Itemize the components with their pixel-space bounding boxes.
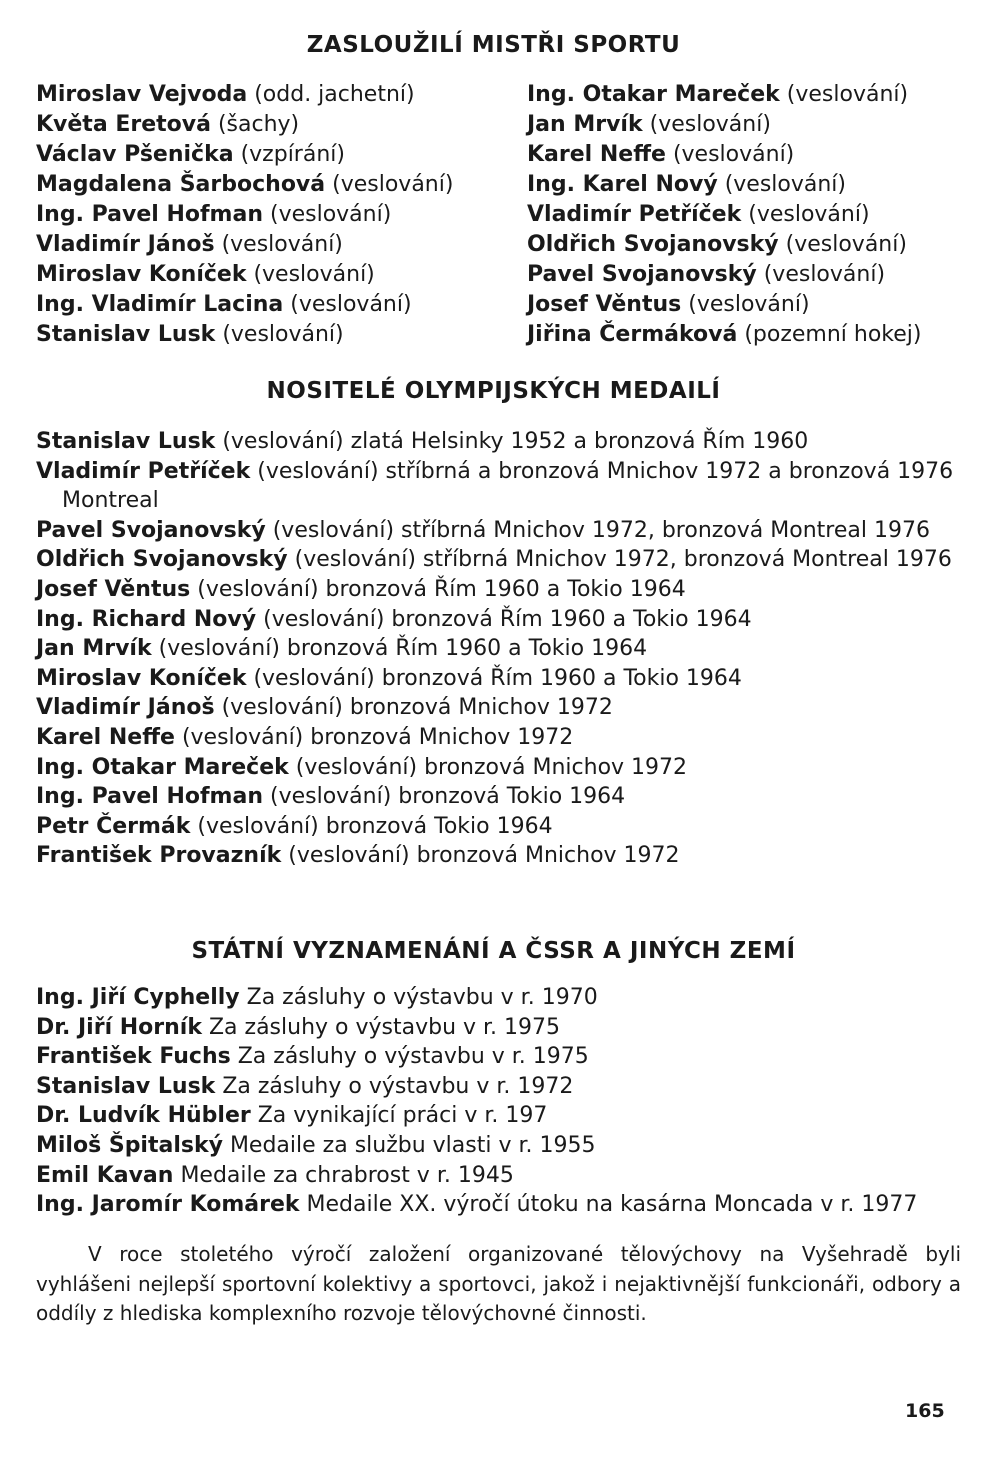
sport: (pozemní hokej) bbox=[744, 322, 922, 347]
heading-medalists: NOSITELÉ OLYMPIJSKÝCH MEDAILÍ bbox=[266, 378, 721, 404]
person-name: Josef Věntus bbox=[36, 576, 191, 602]
award-text: Medaile za službu vlasti v r. 1955 bbox=[229, 1132, 596, 1158]
award-text: Za zásluhy o výstavbu v r. 1972 bbox=[222, 1073, 574, 1099]
person-name: Dr. Jiří Horník bbox=[36, 1014, 202, 1040]
sport: (veslování) bbox=[253, 262, 375, 287]
list-item bbox=[36, 516, 966, 546]
list-item bbox=[527, 260, 967, 290]
person-name: Stanislav Lusk bbox=[36, 1073, 216, 1099]
person-name: Vladimír Jánoš bbox=[36, 695, 215, 721]
person-name: Ing. Jiří Cyphelly bbox=[36, 985, 240, 1010]
masters-left-column bbox=[36, 80, 486, 350]
person-name: Vladimír Petříček bbox=[36, 458, 251, 484]
list-item bbox=[36, 110, 486, 140]
person-name: Oldřich Svojanovský bbox=[527, 232, 779, 257]
sport: (veslování) bbox=[222, 322, 344, 347]
list-item bbox=[527, 200, 967, 230]
person-name: Vladimír Petříček bbox=[527, 202, 742, 227]
list-item bbox=[36, 427, 966, 457]
medal-text: (veslování) stříbrná Mnichov 1972, bronzová Montreal 1976 bbox=[272, 517, 930, 543]
sport: (odd. jachetní) bbox=[254, 82, 415, 107]
sport: (veslování) bbox=[221, 232, 343, 257]
list-item bbox=[36, 170, 486, 200]
list-item bbox=[36, 1190, 966, 1220]
medal-text: (veslování) bronzová Řím 1960 a Tokio 1964 bbox=[197, 576, 686, 602]
list-item bbox=[36, 457, 966, 516]
list-item bbox=[36, 1042, 966, 1072]
person-name: Ing. Otakar Mareček bbox=[527, 82, 780, 107]
person-name: Miroslav Koníček bbox=[36, 262, 247, 287]
person-name: Jan Mrvík bbox=[527, 112, 643, 137]
heading-awards: STÁTNÍ VYZNAMENÁNÍ A ČSSR A JINÝCH ZEMÍ bbox=[191, 938, 796, 964]
list-item bbox=[36, 693, 966, 723]
sport: (veslování) bbox=[688, 292, 810, 317]
medal-text: (veslování) bronzová Tokio 1964 bbox=[269, 784, 626, 810]
sport: (veslování) bbox=[724, 172, 846, 197]
person-name: Jan Mrvík bbox=[36, 636, 152, 662]
medal-text: (veslování) bronzová Mnichov 1972 bbox=[181, 724, 574, 750]
person-name: Ing. Vladimír Lacina bbox=[36, 292, 284, 317]
award-text: Za vynikající práci v r. 197 bbox=[257, 1103, 548, 1129]
person-name: Emil Kavan bbox=[36, 1162, 174, 1188]
sport: (veslování) bbox=[786, 82, 909, 107]
person-name: Květa Eretová bbox=[36, 112, 211, 137]
person-name: Pavel Svojanovský bbox=[36, 517, 266, 543]
award-text: Za zásluhy o výstavbu v r. 1975 bbox=[237, 1044, 589, 1070]
list-item bbox=[36, 782, 966, 812]
list-item bbox=[527, 80, 967, 110]
person-name: Ing. Pavel Hofman bbox=[36, 784, 263, 810]
list-item bbox=[527, 110, 967, 140]
sport: (veslování) bbox=[290, 292, 412, 317]
list-item bbox=[36, 290, 486, 320]
person-name: Miroslav Vejvoda bbox=[36, 82, 248, 107]
person-name: František Provazník bbox=[36, 843, 282, 869]
list-item bbox=[527, 230, 967, 260]
person-name: Ing. Pavel Hofman bbox=[36, 202, 263, 227]
award-text: Medaile XX. výročí útoku na kasárna Moncada v r. 1977 bbox=[306, 1192, 918, 1218]
awards-list bbox=[36, 983, 966, 1220]
list-item bbox=[36, 1013, 966, 1043]
medal-text: (veslování) bronzová Řím 1960 a Tokio 1964 bbox=[253, 665, 742, 691]
person-name: Václav Pšenička bbox=[36, 142, 234, 167]
list-item bbox=[36, 812, 966, 842]
person-name: Ing. Jaromír Komárek bbox=[36, 1192, 300, 1218]
closing-paragraph: V roce stoletého výročí založení organizované tělovýchovy na Vyšehradě byli vyhlášeni nejlepší sportovní kolektivy a sportovci, jakož i nejaktivnější funkcionáři, odbory a oddíly z hlediska komplexního rozvoje tělovýchovné činnosti. bbox=[36, 1242, 961, 1325]
person-name: Miroslav Koníček bbox=[36, 665, 247, 691]
person-name: Jiřina Čermáková bbox=[527, 322, 738, 347]
sport: (šachy) bbox=[217, 112, 300, 137]
person-name: Dr. Ludvík Hübler bbox=[36, 1103, 251, 1129]
list-item bbox=[527, 140, 967, 170]
person-name: Petr Čermák bbox=[36, 813, 191, 839]
sport: (veslování) bbox=[672, 142, 795, 167]
list-item bbox=[36, 605, 966, 635]
list-item bbox=[36, 983, 966, 1013]
person-name: Pavel Svojanovský bbox=[527, 262, 757, 287]
list-item bbox=[36, 723, 966, 753]
list-item bbox=[36, 545, 966, 575]
person-name: Ing. Richard Nový bbox=[36, 606, 257, 632]
sport: (veslování) bbox=[649, 112, 771, 137]
sport: (veslování) bbox=[763, 262, 886, 287]
person-name: Ing. Otakar Mareček bbox=[36, 754, 289, 780]
award-text: Medaile za chrabrost v r. 1945 bbox=[180, 1162, 514, 1188]
list-item bbox=[36, 1101, 966, 1131]
list-item bbox=[527, 170, 967, 200]
person-name: František Fuchs bbox=[36, 1044, 231, 1070]
person-name: Oldřich Svojanovský bbox=[36, 547, 288, 573]
medal-text: (veslování) bronzová Mnichov 1972 bbox=[288, 843, 680, 869]
award-text: Za zásluhy o výstavbu v r. 1970 bbox=[246, 985, 598, 1010]
medal-text: (veslování) bronzová Řím 1960 a Tokio 1964 bbox=[263, 606, 752, 632]
list-item bbox=[527, 290, 967, 320]
list-item bbox=[36, 230, 486, 260]
list-item bbox=[36, 1072, 966, 1102]
list-item bbox=[527, 320, 967, 350]
person-name: Josef Věntus bbox=[527, 292, 682, 317]
masters-right-column bbox=[527, 80, 967, 350]
list-item bbox=[36, 200, 486, 230]
list-item bbox=[36, 80, 486, 110]
list-item bbox=[36, 664, 966, 694]
list-item bbox=[36, 841, 966, 871]
list-item bbox=[36, 634, 966, 664]
medalists-list bbox=[36, 427, 966, 871]
sport: (veslování) bbox=[332, 172, 454, 197]
person-name: Vladimír Jánoš bbox=[36, 232, 215, 257]
list-item bbox=[36, 1131, 966, 1161]
sport: (veslování) bbox=[785, 232, 907, 257]
medal-text: (veslování) stříbrná a bronzová Mnichov 1972 a bronzová 1976 Montreal bbox=[62, 458, 954, 514]
sport: (veslování) bbox=[748, 202, 870, 227]
person-name: Ing. Karel Nový bbox=[527, 172, 718, 197]
person-name: Stanislav Lusk bbox=[36, 322, 216, 347]
page-number: 165 bbox=[905, 1400, 945, 1422]
person-name: Miloš Špitalský bbox=[36, 1132, 223, 1158]
medal-text: (veslování) zlatá Helsinky 1952 a bronzová Řím 1960 bbox=[222, 429, 809, 454]
list-item bbox=[36, 260, 486, 290]
list-item bbox=[36, 575, 966, 605]
person-name: Karel Neffe bbox=[527, 142, 666, 167]
list-item bbox=[36, 753, 966, 783]
person-name: Stanislav Lusk bbox=[36, 429, 216, 454]
medal-text: (veslování) bronzová Mnichov 1972 bbox=[295, 754, 688, 780]
award-text: Za zásluhy o výstavbu v r. 1975 bbox=[208, 1014, 561, 1040]
medal-text: (veslování) bronzová Tokio 1964 bbox=[197, 813, 553, 839]
person-name: Magdalena Šarbochová bbox=[36, 172, 326, 197]
medal-text: (veslování) stříbrná Mnichov 1972, bronzová Montreal 1976 bbox=[294, 547, 952, 573]
list-item bbox=[36, 140, 486, 170]
sport: (veslování) bbox=[269, 202, 392, 227]
person-name: Karel Neffe bbox=[36, 724, 175, 750]
list-item bbox=[36, 1161, 966, 1191]
heading-masters: ZASLOUŽILÍ MISTŘI SPORTU bbox=[306, 32, 681, 58]
medal-text: (veslování) bronzová Řím 1960 a Tokio 1964 bbox=[158, 636, 648, 662]
sport: (vzpírání) bbox=[240, 142, 345, 167]
medal-text: (veslování) bronzová Mnichov 1972 bbox=[221, 695, 613, 721]
list-item bbox=[36, 320, 486, 350]
